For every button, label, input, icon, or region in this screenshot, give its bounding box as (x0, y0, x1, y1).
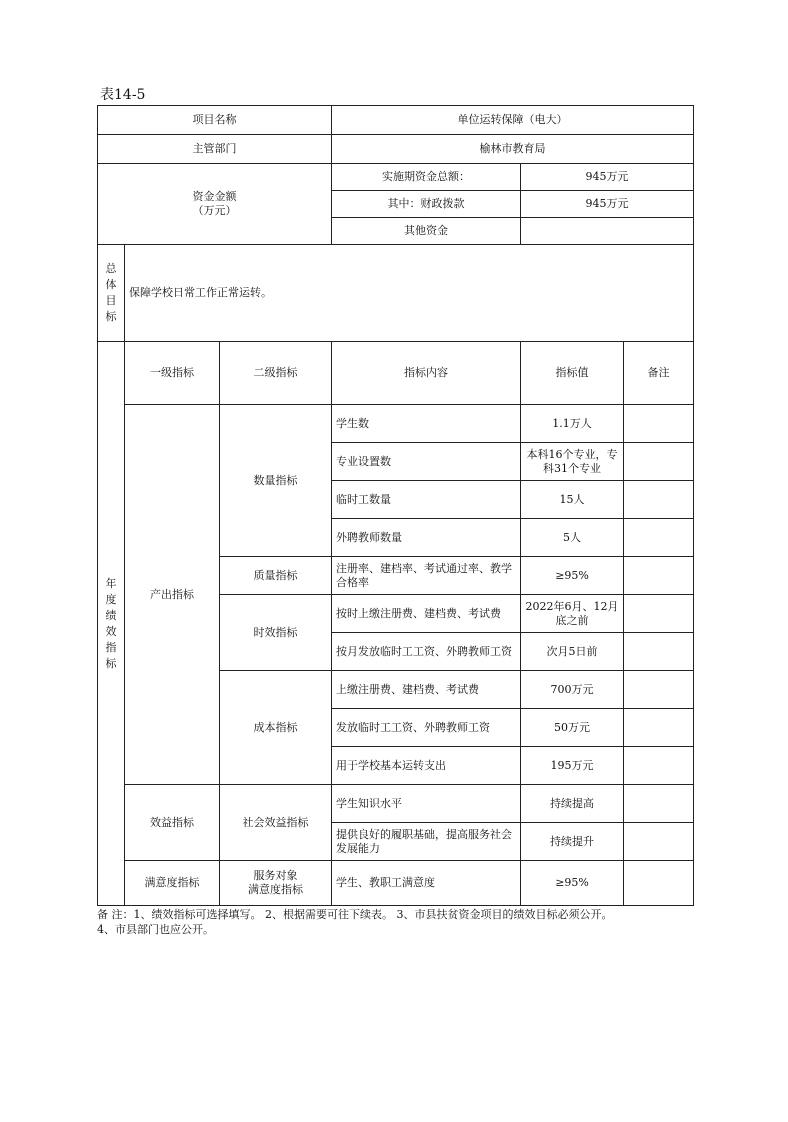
department-row (98, 135, 694, 164)
row-remark (624, 443, 694, 481)
row-value: ≥95% (521, 861, 624, 906)
satisfaction-label: 满意度指标 (125, 861, 220, 906)
row-value: 本科16个专业，专科31个专业 (521, 443, 624, 481)
row-content: 学生数 (332, 405, 521, 443)
row-remark (624, 709, 694, 747)
row-value: 持续提高 (521, 785, 624, 823)
fiscal-value: 945万元 (521, 191, 694, 218)
row-value: 1.1万人 (521, 405, 624, 443)
table-row (98, 785, 694, 823)
row-remark (624, 405, 694, 443)
row-content: 学生知识水平 (332, 785, 521, 823)
project-name-row (98, 106, 694, 135)
row-remark (624, 785, 694, 823)
row-remark (624, 557, 694, 595)
table-row (98, 405, 694, 443)
row-value: 5人 (521, 519, 624, 557)
row-value: ≥95% (521, 557, 624, 595)
row-content: 外聘教师数量 (332, 519, 521, 557)
department-value: 榆林市教育局 (332, 135, 694, 164)
row-remark (624, 861, 694, 906)
header-value: 指标值 (521, 342, 624, 405)
funds-label-line1: 资金金额 (192, 190, 237, 203)
service-label-line1: 服务对象 (253, 869, 298, 882)
row-remark (624, 481, 694, 519)
cost-label: 成本指标 (220, 671, 332, 785)
row-value: 195万元 (521, 747, 624, 785)
row-value: 持续提升 (521, 823, 624, 861)
row-content: 学生、教职工满意度 (332, 861, 521, 906)
header-content: 指标内容 (332, 342, 521, 405)
social-label: 社会效益指标 (220, 785, 332, 861)
header-level2: 二级指标 (220, 342, 332, 405)
indicator-header-row (98, 342, 694, 405)
row-remark (624, 823, 694, 861)
output-label: 产出指标 (125, 405, 220, 785)
row-content: 注册率、建档率、考试通过率、教学合格率 (332, 557, 521, 595)
project-name-value: 单位运转保障（电大） (332, 106, 694, 135)
row-content: 专业设置数 (332, 443, 521, 481)
header-level1: 一级指标 (125, 342, 220, 405)
overall-text: 保障学校日常工作正常运转。 (125, 245, 694, 342)
row-content: 用于学校基本运转支出 (332, 747, 521, 785)
overall-label: 总体目标 (98, 245, 125, 342)
row-value: 次月5日前 (521, 633, 624, 671)
quality-label: 质量指标 (220, 557, 332, 595)
table-row (98, 861, 694, 906)
row-value: 50万元 (521, 709, 624, 747)
fiscal-label: 其中：财政拨款 (332, 191, 521, 218)
footnote-line: 备 注：1、绩效指标可选择填写。 2、根据需要可往下续表。 3、市县扶贫资金项目的绩效目标必须公开。 (97, 908, 613, 921)
table-caption: 表14-5 (100, 87, 146, 103)
row-value: 15人 (521, 481, 624, 519)
other-funds-value (521, 218, 694, 245)
funds-label (98, 164, 332, 245)
benefit-label: 效益指标 (125, 785, 220, 861)
total-funds-label: 实施期资金总额： (332, 164, 521, 191)
footnotes (97, 907, 697, 937)
header-remark: 备注 (624, 342, 694, 405)
row-remark (624, 671, 694, 709)
annual-label: 年度绩效指标 (98, 342, 125, 906)
quantity-label: 数量指标 (220, 405, 332, 557)
footnote-line: 4、市县部门也应公开。 (97, 923, 214, 936)
performance-target-table (97, 105, 694, 906)
overall-target-row (98, 245, 694, 342)
row-remark (624, 519, 694, 557)
row-value: 700万元 (521, 671, 624, 709)
row-content: 按月发放临时工工资、外聘教师工资 (332, 633, 521, 671)
timeliness-label: 时效指标 (220, 595, 332, 671)
row-remark (624, 747, 694, 785)
funds-label-line2: （万元） (192, 204, 237, 217)
other-funds-label: 其他资金 (332, 218, 521, 245)
row-content: 发放临时工工资、外聘教师工资 (332, 709, 521, 747)
row-content: 临时工数量 (332, 481, 521, 519)
row-content: 上缴注册费、建档费、考试费 (332, 671, 521, 709)
total-funds-value: 945万元 (521, 164, 694, 191)
total-funds-row (98, 164, 694, 191)
service-label-line2: 满意度指标 (248, 883, 304, 896)
department-label: 主管部门 (98, 135, 332, 164)
row-content: 提供良好的履职基础，提高服务社会发展能力 (332, 823, 521, 861)
project-name-label: 项目名称 (98, 106, 332, 135)
row-content: 按时上缴注册费、建档费、考试费 (332, 595, 521, 633)
service-label (220, 861, 332, 906)
row-value: 2022年6月、12月底之前 (521, 595, 624, 633)
row-remark (624, 633, 694, 671)
row-remark (624, 595, 694, 633)
